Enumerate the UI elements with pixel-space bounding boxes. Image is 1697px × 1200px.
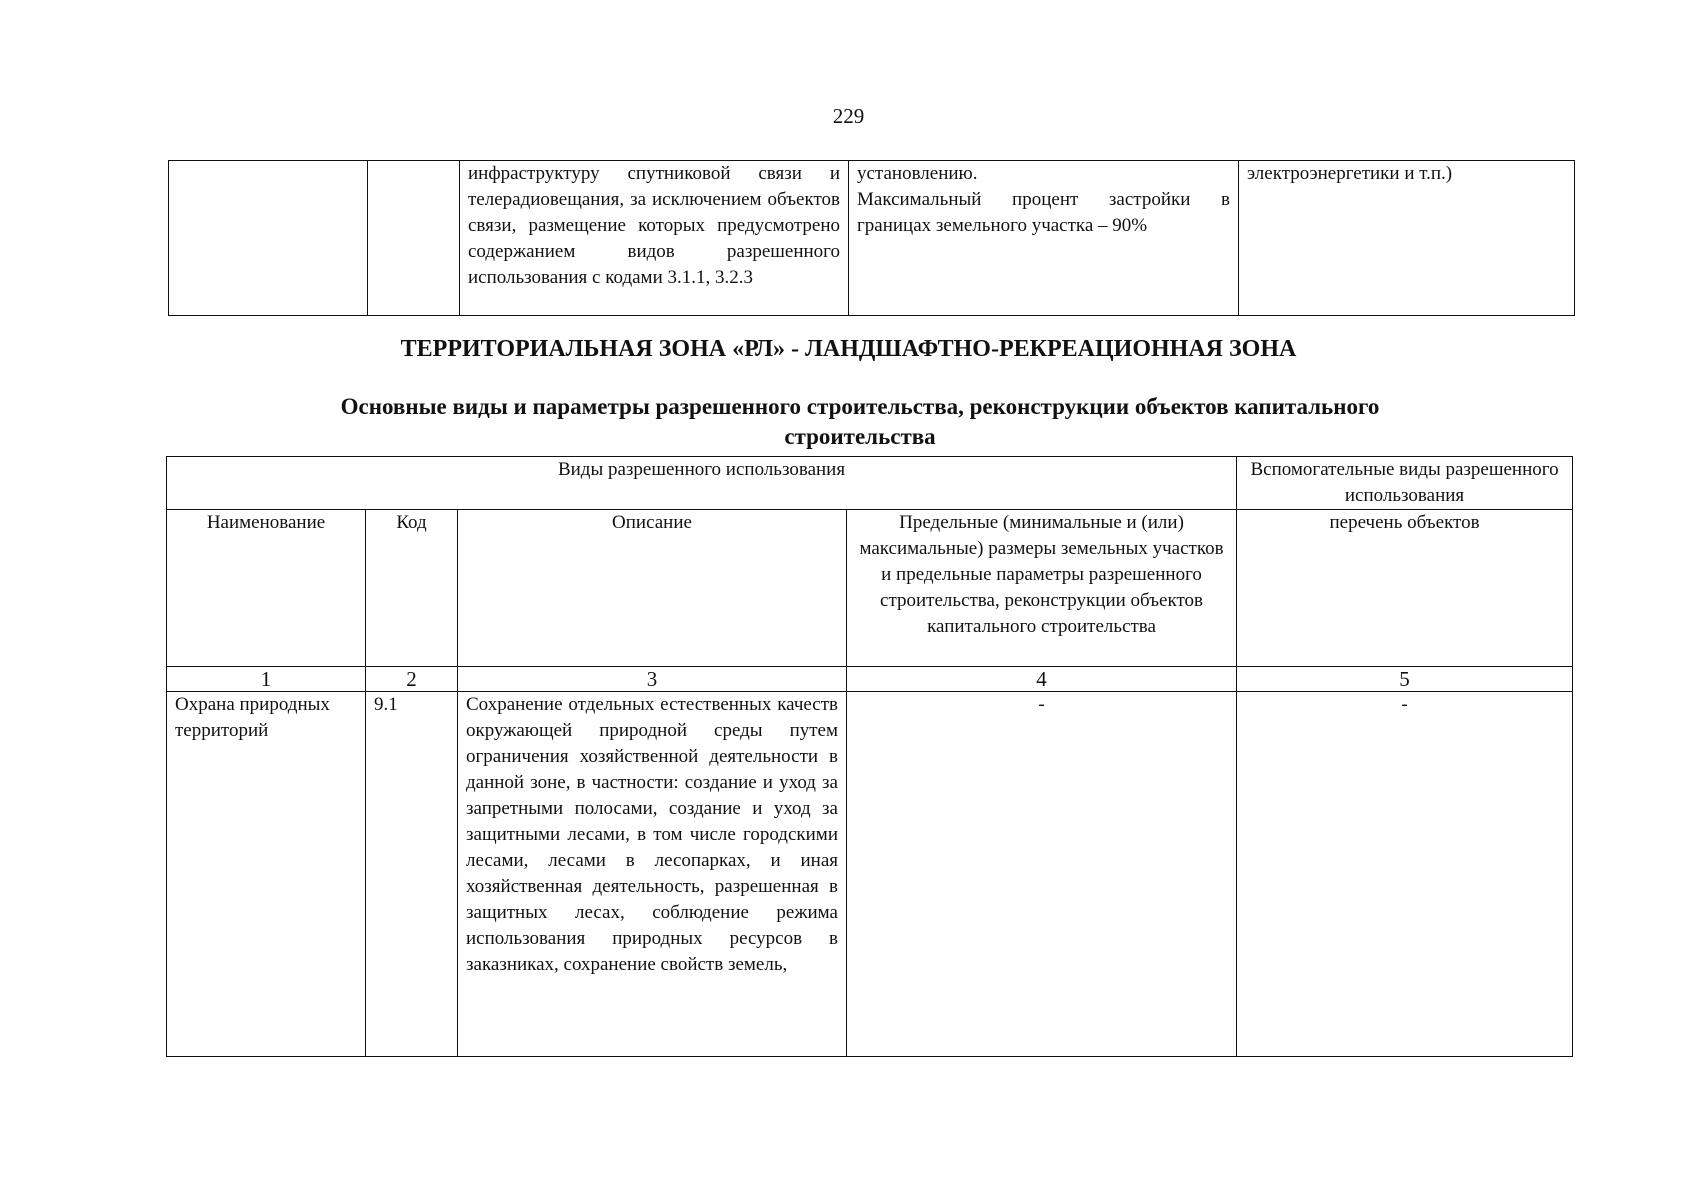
cell-code: 9.1 [366, 692, 458, 1057]
zone-title: ТЕРРИТОРИАЛЬНАЯ ЗОНА «РЛ» - ЛАНДШАФТНО-РЕКРЕАЦИОННАЯ ЗОНА [400, 336, 1297, 362]
group-header-aux: Вспомогательные виды разрешенного использования [1237, 457, 1573, 510]
cell-description: Сохранение отдельных естественных качеств окружающей природной среды путем ограничения хозяйственной деятельности в данной зоне, в частности: создание и уход за запретными полосами, создание и уход за защитными лесами, в том числе городскими лесами, лесами в лесопарках, и иная хозяйственная деятельность, разрешенная в защитных лесах, соблюдение режима использования природных ресурсов в заказниках, сохранение свойств земель, [458, 692, 847, 1057]
cell-objects: - [1237, 692, 1573, 1057]
cell-code [368, 161, 460, 316]
header-description: Описание [458, 510, 847, 667]
header-code: Код [366, 510, 458, 667]
column-number: 2 [366, 667, 458, 692]
cell-limits: - [847, 692, 1237, 1057]
limits-line-2: Максимальный процент застройки в границах земельного участка – 90% [857, 189, 1230, 236]
column-number: 3 [458, 667, 847, 692]
main-table [166, 456, 1573, 1057]
table-row [169, 161, 1575, 316]
continuation-table [168, 160, 1575, 316]
column-number-row [167, 667, 1573, 692]
column-number: 4 [847, 667, 1237, 692]
cell-name [169, 161, 368, 316]
header-name: Наименование [167, 510, 366, 667]
cell-limits [849, 161, 1239, 316]
limits-line-1: установлению. [857, 163, 978, 184]
section-subtitle: Основные виды и параметры разрешенного строительства, реконструкции объектов капитального строительства [340, 394, 1380, 449]
table-row [167, 692, 1573, 1057]
column-number: 1 [167, 667, 366, 692]
cell-name: Охрана природных территорий [167, 692, 366, 1057]
page-number: 229 [832, 104, 865, 128]
cell-objects: электроэнергетики и т.п.) [1239, 161, 1575, 316]
header-objects: перечень объектов [1237, 510, 1573, 667]
cell-description: инфраструктуру спутниковой связи и телерадиовещания, за исключением объектов связи, размещение которых предусмотрено содержанием видов разрешенного использования с кодами 3.1.1, 3.2.3 [460, 161, 849, 316]
group-header-main: Виды разрешенного использования [167, 457, 1237, 510]
table-group-header-row [167, 457, 1573, 510]
table-header-row [167, 510, 1573, 667]
column-number: 5 [1237, 667, 1573, 692]
header-limits: Предельные (минимальные и (или) максимальные) размеры земельных участков и предельные параметры разрешенного строительства, реконструкции объектов капитального строительства [847, 510, 1237, 667]
